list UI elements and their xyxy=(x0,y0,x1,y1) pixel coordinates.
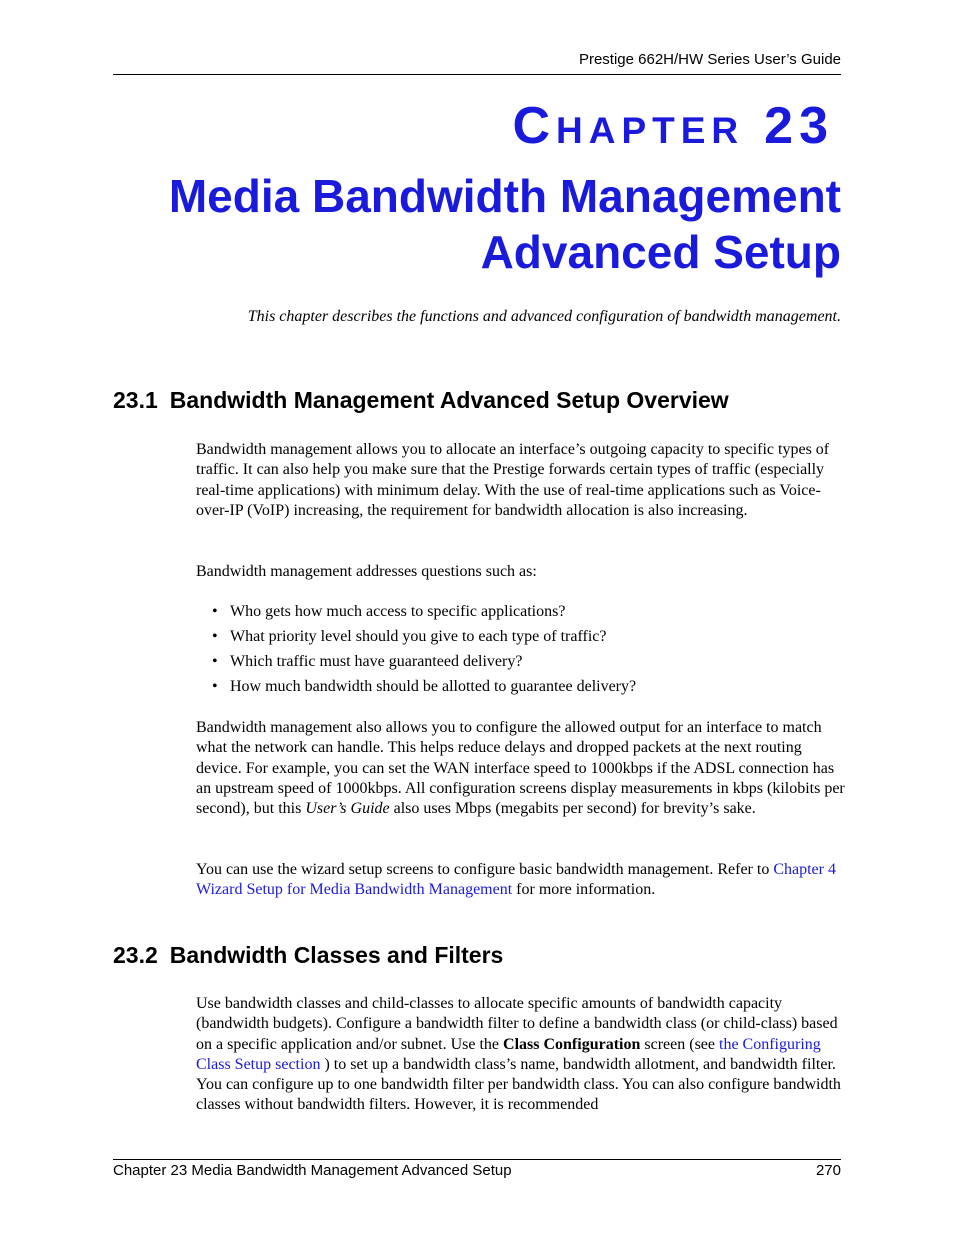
chapter-intro: This chapter describes the functions and advanced configuration of bandwidth management. xyxy=(247,308,841,325)
bullet-glyph: • xyxy=(212,653,218,670)
footer-rule xyxy=(113,1159,841,1160)
paragraph: Bandwidth management addresses questions such as: xyxy=(196,563,537,580)
list-item xyxy=(212,627,636,652)
list-item-text: Which traffic must have guaranteed delivery? xyxy=(230,653,523,670)
paragraph xyxy=(196,860,846,901)
text-run: Use bandwidth classes and child-classes to allocate specific amounts of bandwidth capacity (bandwidth budgets). Configure a bandwidth filter to define a bandwidth class (or child-class) based on a specific application and/or subnet. Use the xyxy=(196,995,838,1053)
class-setup-link[interactable]: the Configuring Class Setup section xyxy=(196,1035,821,1073)
chapter-number: 23 xyxy=(764,97,834,155)
chapter-title xyxy=(101,168,841,280)
chapter-label-rest: HAPTER xyxy=(556,110,745,151)
bullet-glyph: • xyxy=(212,628,218,645)
text-run: screen (see xyxy=(640,1035,719,1053)
chapter-label xyxy=(512,97,834,155)
bullet-glyph: • xyxy=(212,678,218,695)
bold-text: Class Configuration xyxy=(503,1035,641,1053)
chapter-label-initial: C xyxy=(512,97,557,155)
section-heading-23-1 xyxy=(113,387,729,414)
paragraph: Bandwidth management allows you to allocate an interface’s outgoing capacity to specific types of traffic. It can also help you make sure that the Prestige forwards certain types of traffic (especially real-time applications) with minimum delay. With the use of real-time applications such as Voice-over-IP (VoIP) increasing, the requirement for bandwidth allocation is also increasing. xyxy=(196,441,830,519)
list-item xyxy=(212,652,636,677)
chapter-title-line1: Media Bandwidth Management xyxy=(168,170,841,222)
list-item xyxy=(212,602,636,627)
text-run: Bandwidth management also allows you to configure the allowed output for an interface to match what the network can handle. This helps reduce delays and dropped packets at the next routing device. For example, you can set the WAN interface speed to 1000kbps if the ADSL connection has an upstream speed of 1000kbps. All configuration screens display measurements in kbps (kilobits per second), but this xyxy=(196,719,845,818)
paragraph xyxy=(196,718,846,819)
text-run: also uses Mbps (megabits per second) for brevity’s sake. xyxy=(389,800,756,818)
list-item-text: How much bandwidth should be allotted to guarantee delivery? xyxy=(230,678,637,695)
section-heading-23-2 xyxy=(113,942,503,969)
chapter-title-line2: Advanced Setup xyxy=(480,226,841,278)
page-number: 270 xyxy=(815,1162,841,1179)
list-item xyxy=(212,677,636,702)
italic-text: User’s Guide xyxy=(305,800,390,818)
text-run: ) to set up a bandwidth class’s name, bandwidth allotment, and bandwidth filter. You can configure up to one bandwidth filter per bandwidth class. You can also configure bandwidth classes without bandwidth filters. However, it is recommended xyxy=(196,1055,841,1114)
header-rule xyxy=(113,74,841,75)
section-number: 23.1 xyxy=(113,387,158,413)
text-run: You can use the wizard setup screens to configure basic bandwidth management. Refer to xyxy=(196,861,774,878)
section-title: Bandwidth Classes and Filters xyxy=(169,942,504,968)
chapter-4-link[interactable]: Chapter 4 Wizard Setup for Media Bandwidth Management xyxy=(196,861,836,899)
list-item-text: What priority level should you give to each type of traffic? xyxy=(230,628,607,645)
bullet-glyph: • xyxy=(212,603,218,620)
text-run: for more information. xyxy=(512,881,656,899)
section-number: 23.2 xyxy=(113,942,158,968)
bullet-list xyxy=(212,602,636,702)
footer-chapter-title: Chapter 23 Media Bandwidth Management Advanced Setup xyxy=(113,1162,512,1179)
paragraph xyxy=(196,994,846,1116)
list-item-text: Who gets how much access to specific applications? xyxy=(230,603,566,620)
section-title: Bandwidth Management Advanced Setup Overview xyxy=(169,387,729,413)
running-header: Prestige 662H/HW Series User’s Guide xyxy=(578,51,841,68)
